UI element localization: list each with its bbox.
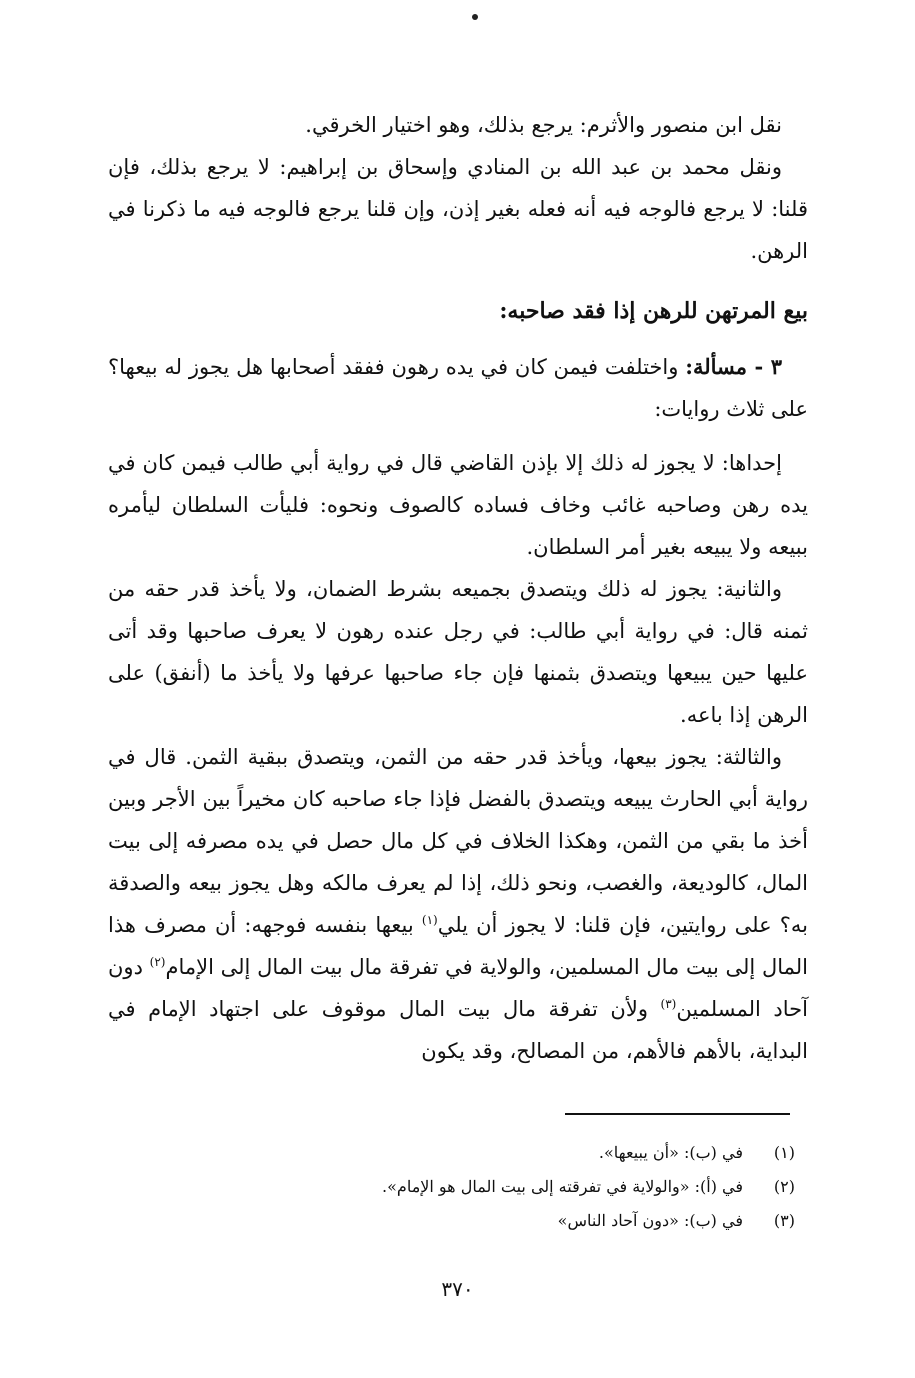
footnote-number: (٣)	[773, 1211, 795, 1230]
footnote-ref-1: (١)	[421, 913, 438, 927]
third-narration-part-b: بيعها بنفسه فوجهه: أن مصرف هذا المال إلى بيت مال المسلمين، والولاية في تفرقة مال بيت المال إلى الإمام	[108, 913, 808, 979]
top-dot-mark	[472, 14, 478, 20]
paragraph-second-narration: والثانية: يجوز له ذلك ويتصدق بجميعه بشرط الضمان، ولا يأخذ قدر حقه من ثمنه قال: في رواية أبي طالب: في رجل عنده رهون لا يعرف صاحبها وقد أتى عليها حين يبيعها ويتصدق بثمنها فإن جاء صاحبها عرفها ولا يأخذ ما (أنفق) على الرهن إذا باعه.	[108, 577, 808, 727]
footnote-text: في (ب): «أن يبيعها».	[598, 1143, 743, 1162]
footnote-ref-3: (٣)	[660, 997, 677, 1011]
main-text	[108, 104, 808, 1072]
paragraph-first-narration: إحداها: لا يجوز له ذلك إلا بإذن القاضي قال في رواية أبي طالب فيمن كان في يده رهن وصاحبه غائب وخاف فساده كالصوف ونحوه: فليأت السلطان ليأمره ببيعه ولا يبيعه بغير أمر السلطان.	[108, 451, 808, 559]
footnote-text: في (أ): «والولاية في تفرقته إلى بيت المال هو الإمام».	[382, 1177, 743, 1196]
footnote-divider	[565, 1113, 790, 1115]
footnote-number: (٢)	[773, 1177, 795, 1196]
footnotes	[115, 1136, 795, 1238]
page-number: ٣٧٠	[441, 1277, 474, 1301]
paragraph-masala	[108, 346, 808, 430]
footnote-1	[115, 1136, 795, 1170]
third-narration-part-d: ولأن تفرقة مال بيت المال موقوف على اجتهاد الإمام في البداية، بالأهم فالأهم، من المصالح، وقد يكون	[108, 997, 808, 1063]
masala-label: ٣ - مسألة:	[685, 354, 782, 379]
third-narration-part-c: دون آحاد المسلمين	[108, 955, 808, 1021]
footnote-3	[115, 1204, 795, 1238]
third-narration-part-a: والثالثة: يجوز بيعها، ويأخذ قدر حقه من الثمن، ويتصدق ببقية الثمن. قال في رواية أبي الحارث يبيعه ويتصدق بالفضل فإذا جاء صاحبه كان مخيراً بين الأجر وبين أخذ ما بقي من الثمن، وهكذا الخلاف في كل مال حصل في يده مصرفه إلى بيت المال، كالوديعة، والغصب، ونحو ذلك، إذا لم يعرف مالكه وهل يجوز بيعه والصدقة به؟ على روايتين، فإن قلنا: لا يجوز أن يلي	[108, 745, 808, 937]
paragraph-2: ونقل محمد بن عبد الله بن المنادي وإسحاق بن إبراهيم: لا يرجع بذلك، فإن قلنا: لا يرجع فالوجه فيه أنه فعله بغير إذن، وإن قلنا يرجع فالوجه فيه ما ذكرنا في الرهن.	[108, 155, 808, 263]
paragraph-1: نقل ابن منصور والأثرم: يرجع بذلك، وهو اختيار الخرقي.	[305, 113, 782, 137]
masala-text: واختلفت فيمن كان في يده رهون ففقد أصحابها هل يجوز له بيعها؟ على ثلاث روايات:	[108, 355, 808, 421]
section-heading: بيع المرتهن للرهن إذا فقد صاحبه:	[499, 298, 808, 324]
footnote-2	[115, 1170, 795, 1204]
footnote-text: في (ب): «دون آحاد الناس»	[557, 1211, 743, 1230]
footnote-number: (١)	[773, 1143, 795, 1162]
paragraph-third-narration	[108, 736, 808, 1072]
footnote-ref-2: (٢)	[149, 955, 166, 969]
